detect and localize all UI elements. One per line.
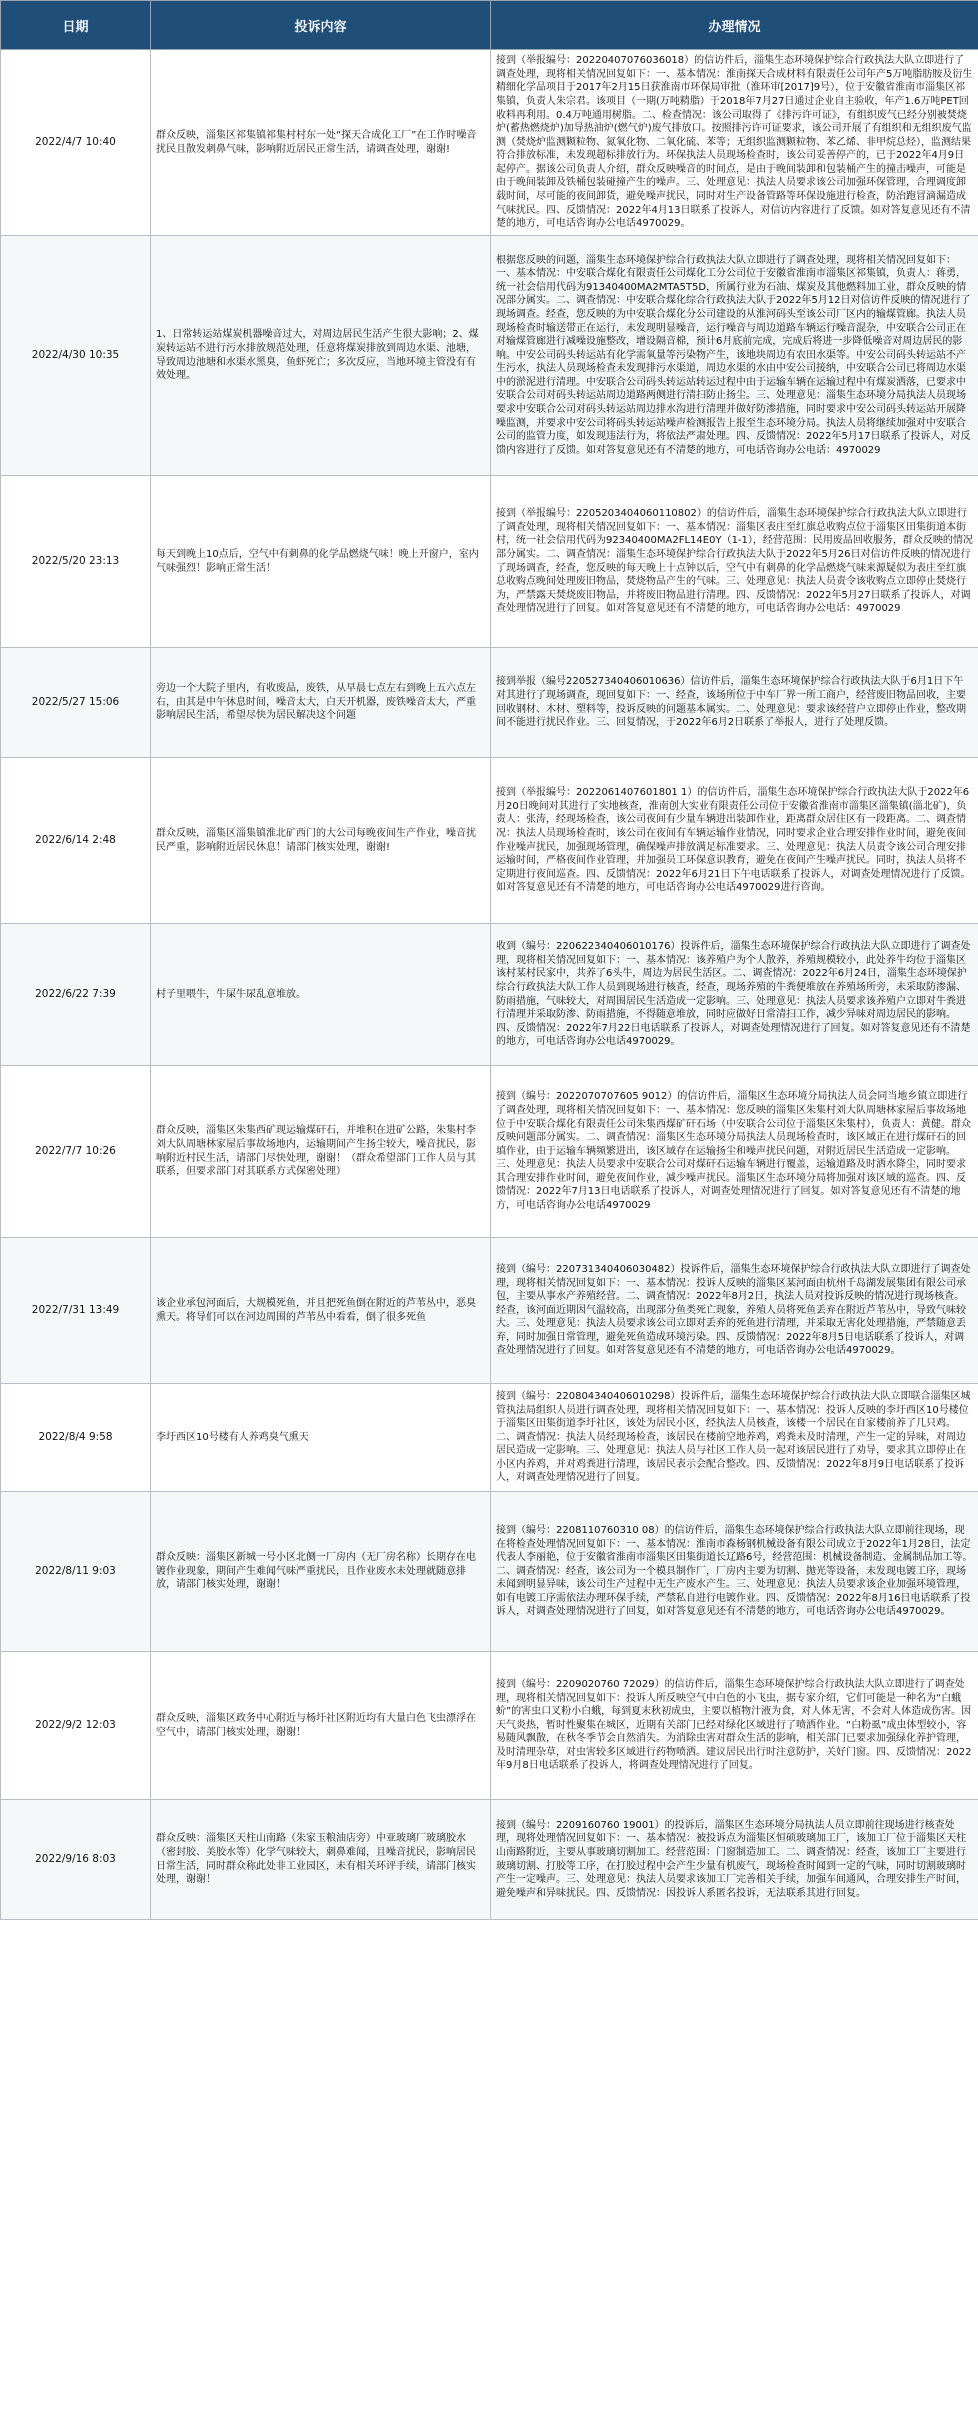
row-result: 接到（举报编号：2022061407601801 1）的信访件后，淄集生态环境保护综合行政执法大队于2022年6月20日晚间对其进行了实地核查，淮南创大实业有限责任公司位于安徽省淮南市淄集区淄集镇(淄北矿)，负责人：张涛，经现场检查，该公司夜间有少量车辆进出装卸作业，距离群众居住区有一段距离。二、调查情况：执法人员现场检查时，该公司在夜间有车辆运输作业情况，同时要求企业合理安排作业时间，避免夜间作业噪声扰民，加强现场管理，确保噪声排放满足标准要求。三、处理意见：执法人员责令该公司合理安排运输时间，严格夜间作业管理，并加强员工环保意识教育，避免在夜间产生噪声扰民。同时，执法人员将不定期进行夜间巡查。四、反馈情况：2022年6月21日下午电话联系了投诉人，对调查处理情况进行了反馈。如对答复意见还有不清楚的地方，可电话咨询办公电话4970029进行咨询。 [491,758,978,924]
row-result: 接到（举报编号：2205203404060110802）的信访件后，淄集生态环境保护综合行政执法大队立即进行了调查处理，现将相关情况回复如下：一、基本情况：淄集区表庄至红旗总收购点位于淄集区田集街道本街村，统一社会信用代码为92340400MA2FL14E0Y（1-1），经营范围：民用废品回收服务，群众反映的情况部分属实。二、调查情况：淄集生态环境保护综合行政执法大队于2022年5月26日对信访件反映的情况进行了现场调查，经查，您反映的每天晚上十点钟以后，空气中有刺鼻的化学品燃烧气味来源疑似为表庄至红旗总收购点晚间处理废旧物品，焚烧物品产生的气味。三、处理意见：执法人员责令该收购点立即停止焚烧行为，严禁露天焚烧废旧物品，并将废旧物品进行清理。四、反馈情况：2022年5月27日联系了投诉人，对调查处理情况进行了回复。如对答复意见还有不清楚的地方，可电话咨询办公电话：4970029 [491,476,978,648]
row-content: 李圩西区10号楼有人养鸡臭气熏天 [151,1384,491,1492]
row-content: 群众反映，淄集区朱集西矿现运输煤矸石，并堆积在进矿公路，朱集村李刘大队周塘林家屋后事故场地内，运输期间产生扬尘较大，噪音扰民，影响附近村民生活，请部门尽快处理，谢谢！（群众希望部门工作人员与其联系，但要求部门对其联系方式保密处理） [151,1066,491,1238]
row-date: 2022/9/2 12:03 [1,1652,151,1800]
row-result: 接到（编号：220731340406030482）投诉件后，淄集生态环境保护综合行政执法大队立即进行了调查处理，现将相关情况回复如下：一、基本情况：投诉人反映的淄集区某河面由杭州千岛湖发展集团有限公司承包，主要从事水产养殖经营。二、调查情况：2022年8月2日，执法人员对投诉反映的情况进行现场核查。经查，该河面近期因气温较高，出现部分鱼类死亡现象，养殖人员将死鱼丢弃在附近芦苇丛中，导致气味较大。三、处理意见：执法人员要求该公司立即对丢弃的死鱼进行清理，并采取无害化处理措施，严禁随意丢弃，同时加强日常管理，避免死鱼造成环境污染。四、反馈情况：2022年8月5日电话联系了投诉人，对调查处理情况进行了回复。如对答复意见还有不清楚的地方，可电话咨询办公电话4970029。 [491,1238,978,1384]
table-row [1,1384,978,1492]
row-content: 群众反映，淄集区淄集镇淮北矿西门的大公司每晚夜间生产作业，噪音扰民严重，影响附近居民休息！请部门核实处理，谢谢! [151,758,491,924]
row-content: 群众反映：淄集区新城一号小区北侧一厂房内（无厂房名称）长期存在电镀作业现象，期间产生难闻气味严重扰民，且作业废水未处理就随意排放，请部门核实处理，谢谢！ [151,1492,491,1652]
row-date: 2022/7/7 10:26 [1,1066,151,1238]
table-row [1,1238,978,1384]
row-content: 每天到晚上10点后，空气中有刺鼻的化学品燃烧气味！晚上开窗户，室内气味强烈！影响正常生活！ [151,476,491,648]
row-result: 收到（编号：220622340406010176）投诉件后，淄集生态环境保护综合行政执法大队立即进行了调查处理，现将相关情况回复如下：一、基本情况：该养殖户为个人散养，养殖规模较小，此处养牛均位于淄集区该村某村民家中，共养了6头牛，周边为居民生活区。二、调查情况：2022年6月24日，淄集生态环境保护综合行政执法大队工作人员到现场进行核查，经查，现场养殖的牛粪便堆放在养殖场所旁，未采取防渗漏、防雨措施，气味较大，对周围居民生活造成一定影响。三、处理意见：执法人员要求该养殖户立即对牛粪进行清理并采取防渗、防雨措施，不得随意堆放，同时应做好日常清扫工作，减少异味对周边居民的影响。四、反馈情况：2022年7月22日电话联系了投诉人，对调查处理情况进行了回复。如对答复意见还有不清楚的地方，可电话咨询办公电话4970029。 [491,924,978,1066]
row-result: 接到（编号：220804340406010298）投诉件后，淄集生态环境保护综合行政执法大队立即联合淄集区城管执法局组织人员进行调查处理，现将相关情况回复如下：一、基本情况：投诉人反映的李圩西区10号楼位于淄集区田集街道李圩社区，该处为居民小区，经执法人员核查，该楼一个居民在自家楼前养了几只鸡。二、调查情况：执法人员经现场检查，该居民在楼前空地养鸡，鸡粪未及时清理，产生一定的异味，对周边居民造成一定影响。三、处理意见：执法人员与社区工作人员一起对该居民进行了劝导，要求其立即停止在小区内养鸡，并对鸡粪进行清理，该居民表示会配合整改。四、反馈情况：2022年8月9日电话联系了投诉人，对调查处理情况进行了回复。 [491,1384,978,1492]
row-date: 2022/5/27 15:06 [1,648,151,758]
row-result: 接到（举报编号：20220407076036018）的信访件后，淄集生态环境保护综合行政执法大队立即进行了调查处理，现将相关情况回复如下：一、基本情况：淮南探天合成材料有限责任公司年产5万吨脂肪胺及衍生精细化学品项目于2017年2月15日获淮南市环保局审批（淮环审[2017]9号），位于安徽省淮南市淄集区祁集镇，负责人朱宗君。该项目（一期(万吨精脂）于2018年7月27日通过企业自主验收，年产1.6万吨PET回收料再利用。0.4万吨通用树脂。二、检查情况：该公司取得了《排污许可证》，有组织废气已经分别被焚烧炉(蓄热燃烧炉)加导热油炉(燃气炉)废气排放口。按照排污许可证要求，该公司开展了有组织和无组织废气监测（焚烧炉监测颗粒物、氮氧化物、二氧化硫、苯等；无组织监测颗粒物、苯乙烯、非甲烷总烃），监测结果符合排放标准，未发现超标排放行为。环保执法人员现场检查时，该公司妥善停产的，已于2022年4月9日起停产。据该公司负责人介绍，群众反映噪音的时间点，是由于晚间装卸和包装桶产生的撞击噪声，可能是由于晚间装卸及铁桶包装碰撞产生的噪声。三、处理意见：执法人员要求该公司加强环保管理，合理调度卸载时间，尽可能的夜间卸货，避免噪声扰民，同时对生产设备管路等环保设施进行检查，防治跑冒滴漏造成气味扰民。四、反馈情况：2022年4月13日联系了投诉人，对信访内容进行了反馈。如对答复意见还有不清楚的地方，可电话咨询办公电话4970029。 [491,50,978,236]
table-row [1,1066,978,1238]
header-content: 投诉内容 [151,1,491,50]
header-result: 办理情况 [491,1,978,50]
table-row [1,1492,978,1652]
row-result: 接到（编号：2209020760 72029）的信访件后，淄集生态环境保护综合行政执法大队立即进行了调查处理，现将相关情况回复如下：投诉人所反映空气中白色的小飞虫，据专家介绍，它们可能是一种名为“白蛾蚧”的害虫口叉粉小白蛾，每到夏末秋初成虫，主要以植物汁液为食，对人体无害，不会对人体造成伤害。因天气炎热，暂时性聚集在城区，近期有关部门已经对绿化区域进行了喷洒作业。“白粉虱”成虫体型较小，容易随风飘散，在秋冬季节会自然消失。为消除虫害对群众生活的影响，相关部门已要求加强绿化养护管理，及时清理杂草，对虫害较多区域进行药物喷洒。建议居民出行时注意防护，关好门窗。四、反馈情况：2022年9月8日电话联系了投诉人，将调查处理情况进行了回复。 [491,1652,978,1800]
row-result: 接到（编号：2208110760310 08）的信访件后，淄集生态环境保护综合行政执法大队立即前往现场，现在将检查处理情况回复如下：一、基本情况：淮南市森杨钢机械设备有限公司成立于2022年1月28日，法定代表人李丽艳，位于安徽省淮南市淄集区田集街道长辽路6号，经营范围：机械设备制造、金属制品加工等。二、调查情况：经查，该公司为一个模具制作厂，厂房内主要为切割、抛光等设备，未发现电镀工序，现场未闻到明显异味，该公司生产过程中无生产废水产生。三、处理意见：执法人员要求该企业加强环境管理，如有电镀工序需依法办理环保手续，严禁私自进行电镀作业。四、反馈情况：2022年8月16日电话联系了投诉人，对调查处理情况进行了回复，如对答复意见还有不清楚的地方，可电话咨询办公电话4970029。 [491,1492,978,1652]
table-row [1,476,978,648]
row-date: 2022/8/4 9:58 [1,1384,151,1492]
row-result: 接到（编号：2022070707605 9012）的信访件后，淄集区生态环境分局执法人员会同当地乡镇立即进行了调查处理，现将相关情况回复如下：一、基本情况：您反映的淄集区朱集村刘大队周塘林家屋后事故场地位于中安联合煤化有限责任公司朱集西煤矿矸石场（中安联合公司位于淄集区朱集村），负责人：黄健。群众反映问题部分属实。二、调查情况：淄集区生态环境分局执法人员现场检查时，该区域正在进行煤矸石的回填作业，由于运输车辆频繁进出，该区域存在运输扬尘和噪声扰民问题，对附近居民生活造成一定影响。三、处理意见：执法人员要求中安联合公司对煤矸石运输车辆进行覆盖，运输道路及时洒水降尘，同时要求其合理安排作业时间，避免夜间作业，减少噪声扰民。淄集区生态环境分局将加强对该区域的巡查。四、反馈情况：2022年7月13日电话联系了投诉人，对调查处理情况进行了回复。如对答复意见还有不清楚的地方，可电话咨询办公电话4970029 [491,1066,978,1238]
row-result: 根据您反映的问题，淄集生态环境保护综合行政执法大队立即进行了调查处理，现将相关情况回复如下：一、基本情况：中安联合煤化有限责任公司煤化工分公司位于安徽省淮南市淄集区祁集镇，负责人：蒋勇，统一社会信用代码为91340400MA2MTA5T5D，所属行业为石油、煤炭及其他燃料加工业，群众反映的情况部分属实。二、调查情况：中安联合煤化综合行政执法大队于2022年5月12日对信访件反映的情况进行了现场调查。经查，您反映的为中安联合煤化分公司建设的从淮河码头至该公司厂区内的输煤管廊。执法人员现场检查时输送带正在运行，未发现明显噪音，运行噪音与周边道路车辆运行噪音混杂，中安联合公司正在对输煤管廊进行减噪设施整改，增设隔音棉，预计6月底前完成，完成后将进一步降低噪音对周边居民的影响。中安公司码头转运站有化学需氧量等污染物产生，该地块周边有农田水渠等。中安公司码头转运站不产生污水，执法人员现场检查未发现排污水渠道，周边水渠的水由中安公司接纳，中安联合公司已将周边水渠中的淤泥进行清理。中安联合公司码头转运站转运过程中由于运输车辆在运输过程中有煤炭洒落，已要求中安联合公司对码头转运站周边道路两侧进行清扫防止扬尘。三、处理意见：淄集生态环境分局执法人员现场要求中安联合公司对码头转运站周边排水沟进行清理并做好防渗措施，同时要求中安公司码头转运站开展降噪监测，并要求中安公司将码头转运站噪声检测报告上报至生态环境分局。执法人员将继续加强对中安联合公司的监管力度，如发现违法行为，将依法严肃处理。四、反馈情况：2022年5月17日联系了投诉人，对反馈内容进行了反馈。如对答复意见还有不清楚的地方，可电话咨询办公电话：4970029 [491,236,978,476]
table-body [1,50,978,1920]
row-content: 群众反映，淄集区祁集镇祁集村村东一处“探天合成化工厂”在工作时噪音扰民且散发刺鼻气味，影响附近居民正常生活，请调查处理，谢谢! [151,50,491,236]
row-result: 接到（编号：2209160760 19001）的投诉后，淄集区生态环境分局执法人员立即前往现场进行核查处理，现将处理情况回复如下：一、基本情况：被投诉点为淄集区恒硕玻璃加工厂，该加工厂位于淄集区天柱山南路附近，主要从事玻璃切割加工。经营范围：门窗制造加工。二、调查情况：经查，该加工厂主要进行玻璃切割、打胶等工序，在打胶过程中会产生少量有机废气，现场检查时闻到一定的气味，同时切割玻璃时产生一定噪声。三、处理意见：执法人员要求该加工厂完善相关手续，加强车间通风，合理安排生产时间，避免噪声和异味扰民。四、反馈情况：因投诉人系匿名投诉，无法联系其进行回复。 [491,1800,978,1920]
table-row [1,648,978,758]
table-row [1,236,978,476]
table-row [1,924,978,1066]
row-content: 1、日常转运站煤炭机器噪音过大，对周边居民生活产生很大影响；2、煤炭转运站不进行污水排放规范处理，任意将煤炭排放到周边水渠、池塘，导致周边池塘和水渠水黑臭，鱼虾死亡；多次反应，当地环境主管没有有效处理。 [151,236,491,476]
row-content: 群众反映，淄集区政务中心附近与杨圩社区附近均有大量白色飞虫漂浮在空气中，请部门核实处理，谢谢！ [151,1652,491,1800]
row-date: 2022/4/30 10:35 [1,236,151,476]
row-date: 2022/4/7 10:40 [1,50,151,236]
row-content: 该企业承包河面后，大规模死鱼，并且把死鱼倒在附近的芦苇丛中，恶臭熏天。将导们可以在河边周围的芦苇丛中看看，倒了很多死鱼 [151,1238,491,1384]
header-date: 日期 [1,1,151,50]
row-date: 2022/7/31 13:49 [1,1238,151,1384]
row-date: 2022/6/22 7:39 [1,924,151,1066]
row-date: 2022/6/14 2:48 [1,758,151,924]
table-header-row [1,1,978,50]
row-date: 2022/8/11 9:03 [1,1492,151,1652]
row-content: 村子里喂牛，牛屎牛尿乱意堆放。 [151,924,491,1066]
table-row [1,758,978,924]
row-content: 群众反映：淄集区天柱山南路（朱家玉粮油店旁）中亚玻璃厂玻璃胶水（密封胶、美胶水等）化学气味较大，刺鼻难闻，且噪音扰民，影响居民日常生活，同时群众称此处非工业园区，未有相关环评手续，请部门核实处理，谢谢！ [151,1800,491,1920]
row-date: 2022/5/20 23:13 [1,476,151,648]
row-date: 2022/9/16 8:03 [1,1800,151,1920]
table-row [1,1652,978,1800]
row-content: 旁边一个大院子里内，有收废品，废铁，从早晨七点左右到晚上五六点左右，由其是中午休息时间，噪音太大，白天开机器，废铁噪音太大，严重影响居民生活，希望尽快为居民解决这个问题 [151,648,491,758]
row-result: 接到举报（编号220527340406010636）信访件后，淄集生态环境保护综合行政执法大队于6月1日下午对其进行了现场调查，现回复如下：一、经查，该场所位于中车厂界一所工商户，经营废旧物品回收，主要回收钢材、木材、塑料等，投诉反映的问题基本属实。二、处理意见：要求该经营户立即停止作业，整改期间不能进行扰民作业。三、回复情况，于2022年6月2日联系了举报人，进行了处理反馈。 [491,648,978,758]
table-row [1,50,978,236]
table-row [1,1800,978,1920]
